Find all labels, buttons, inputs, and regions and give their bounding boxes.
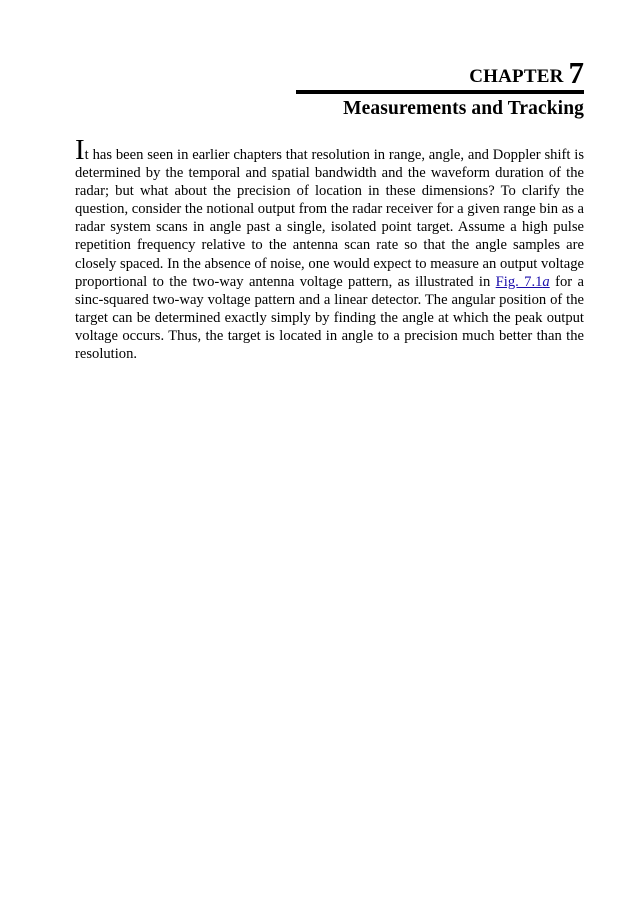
body-paragraph [75,134,584,363]
figure-link[interactable] [496,274,550,290]
chapter-word: CHAPTER [469,66,564,87]
drop-cap: I [75,134,85,166]
paragraph-text-after-link: for a sinc-squared two-way voltage pattern and a linear detector. The angular position of the target can be determined exactly simply by finding the angle at which the peak output voltage occurs. Thus, the target is located in angle to a precision much better than the resolution. [75,273,584,363]
chapter-number: 7 [568,55,584,90]
chapter-header [296,54,584,120]
paragraph-text-before-link: t has been seen in earlier chapters that resolution in range, angle, and Doppler shift is determined by the temporal and spatial bandwidth and the waveform duration of the radar; but what about the precision of location in these dimensions? To clarify the question, consider the notional output from the radar receiver for a given range bin as a radar system scans in angle past a single, isolated point target. Assume a high pulse repetition frequency relative to the antenna scan rate so that the angle samples are closely spaced. In the absence of noise, one would expect to measure an output voltage proportional to the two-way antenna voltage pattern, as illustrated in [75,147,584,290]
chapter-title: Measurements and Tracking [343,98,584,119]
figure-link-text: Fig. 7.1 [495,273,543,290]
chapter-label [296,54,584,90]
figure-link-suffix: a [542,273,550,290]
chapter-rule [296,90,584,94]
